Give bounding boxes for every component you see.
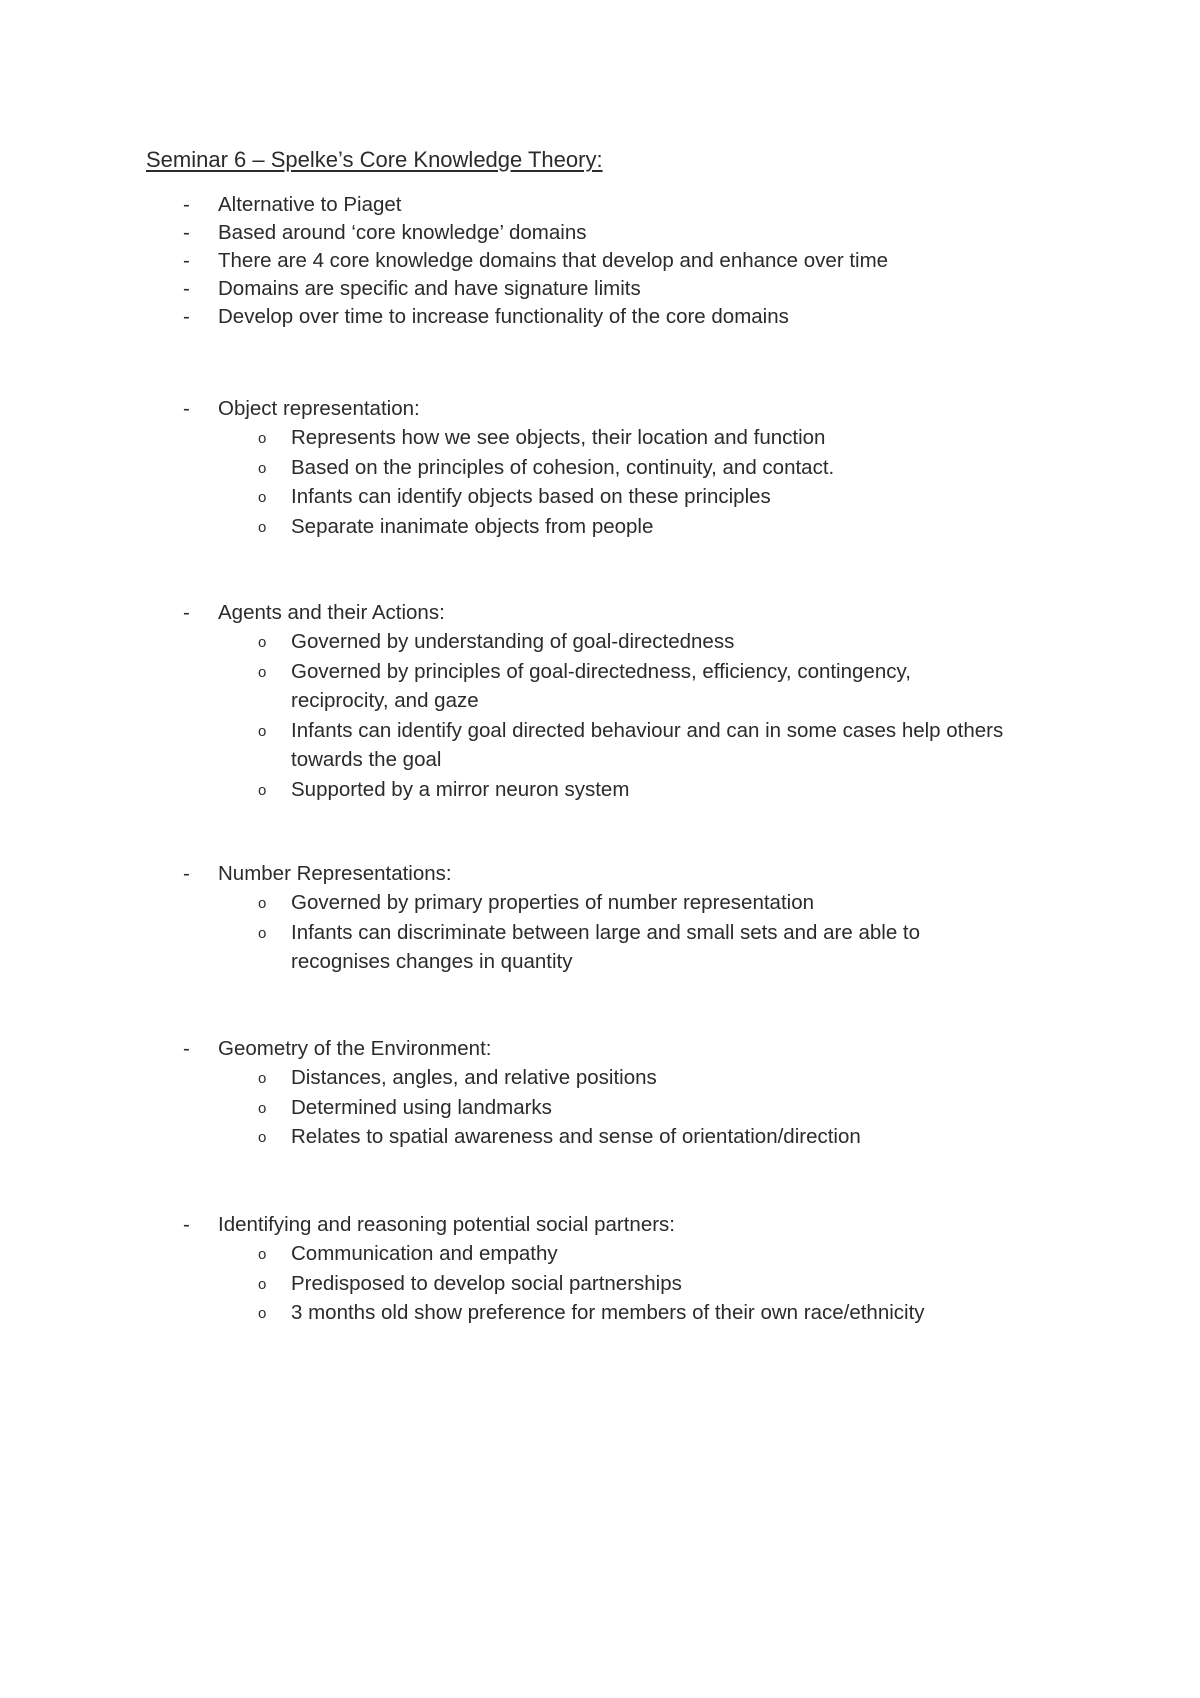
circle-bullet-icon: o xyxy=(258,459,267,477)
sub-list-item xyxy=(0,1122,1011,1152)
sub-list-item-text: Infants can identify objects based on these principles xyxy=(291,485,771,508)
sub-list xyxy=(0,627,1200,804)
dash-marker: - xyxy=(183,277,190,300)
dash-marker: - xyxy=(183,862,190,885)
sub-list-item-text: Infants can discriminate between large and small sets and are able to recognises changes in quantity xyxy=(291,920,921,973)
list-item-text: Alternative to Piaget xyxy=(218,193,402,216)
sub-list-item xyxy=(0,1298,1011,1328)
sub-list-item-text: Infants can identify goal directed behaviour and can in some cases help others towards the goal xyxy=(291,718,1004,771)
circle-bullet-icon: o xyxy=(258,1275,267,1293)
sub-list-item-text: Distances, angles, and relative positions xyxy=(291,1066,657,1089)
sub-list-item xyxy=(0,1063,1011,1093)
sub-list-item xyxy=(0,1093,1011,1123)
circle-bullet-icon: o xyxy=(258,1246,267,1263)
dash-marker: - xyxy=(183,221,190,244)
section-heading xyxy=(0,1035,1200,1063)
circle-bullet-icon: o xyxy=(258,781,267,799)
sub-list-item xyxy=(0,627,1011,657)
dash-marker: - xyxy=(183,601,190,624)
sub-list xyxy=(0,1063,1200,1152)
sub-list-item-text: 3 months old show preference for members of their own race/ethnicity xyxy=(291,1301,925,1324)
sub-list-item-text: Governed by understanding of goal-directedness xyxy=(291,630,735,653)
sub-list-item-text: Determined using landmarks xyxy=(291,1095,552,1119)
dash-marker: - xyxy=(183,193,190,216)
circle-bullet-icon: o xyxy=(258,1305,267,1322)
sub-list-item xyxy=(0,716,1011,775)
sub-list-item xyxy=(0,1239,1011,1269)
list-item-text: Based around ‘core knowledge’ domains xyxy=(218,221,587,244)
section-heading xyxy=(0,860,1200,888)
section-heading-text: Geometry of the Environment: xyxy=(218,1037,492,1060)
section-heading-text: Agents and their Actions: xyxy=(218,601,445,624)
section-heading-text: Object representation: xyxy=(218,397,420,420)
sub-list-item xyxy=(0,423,1011,453)
circle-bullet-icon: o xyxy=(258,924,267,942)
section-geometry-environment xyxy=(0,1035,1200,1152)
circle-bullet-icon: o xyxy=(258,489,267,506)
section-social-partners xyxy=(0,1211,1200,1328)
sub-list xyxy=(0,1239,1200,1328)
sub-list xyxy=(0,423,1200,541)
section-number-representations xyxy=(0,860,1200,977)
list-item xyxy=(0,191,1200,219)
sub-list-item xyxy=(0,1269,1011,1299)
list-item-text: There are 4 core knowledge domains that develop and enhance over time xyxy=(218,249,889,272)
dash-marker: - xyxy=(183,305,190,328)
section-heading-text: Number Representations: xyxy=(218,862,452,885)
list-item-text: Domains are specific and have signature limits xyxy=(218,277,641,300)
sub-list-item xyxy=(0,512,1011,542)
sub-list-item xyxy=(0,918,1011,977)
circle-bullet-icon: o xyxy=(258,1070,267,1087)
list-item xyxy=(0,247,1200,275)
sub-list-item-text: Represents how we see objects, their location and function xyxy=(291,426,826,449)
list-item xyxy=(0,275,1200,303)
section-heading-text: Identifying and reasoning potential social partners: xyxy=(218,1213,675,1236)
sub-list-item-text: Supported by a mirror neuron system xyxy=(291,777,630,801)
sub-list xyxy=(0,888,1200,977)
circle-bullet-icon: o xyxy=(258,1099,267,1117)
sub-list-item-text: Separate inanimate objects from people xyxy=(291,514,654,538)
sub-list-item-text: Relates to spatial awareness and sense of orientation/direction xyxy=(291,1125,861,1148)
section-heading xyxy=(0,599,1200,627)
page-title: Seminar 6 – Spelke’s Core Knowledge Theory: xyxy=(146,147,603,172)
circle-bullet-icon: o xyxy=(258,518,267,536)
dash-marker: - xyxy=(183,1037,190,1060)
sub-list-item-text: Governed by primary properties of number representation xyxy=(291,891,815,914)
sub-list-item xyxy=(0,888,1011,918)
circle-bullet-icon: o xyxy=(258,634,267,651)
circle-bullet-icon: o xyxy=(258,722,267,740)
dash-marker: - xyxy=(183,397,190,420)
sub-list-item xyxy=(0,482,1011,512)
list-item xyxy=(0,303,1200,331)
circle-bullet-icon: o xyxy=(258,895,267,912)
sub-list-item xyxy=(0,453,1011,483)
sub-list-item-text: Predisposed to develop social partnerships xyxy=(291,1271,682,1295)
sub-list-item-text: Based on the principles of cohesion, continuity, and contact. xyxy=(291,455,835,479)
sub-list-item xyxy=(0,775,1011,805)
intro-list xyxy=(0,191,1200,331)
list-item xyxy=(0,219,1200,247)
section-heading xyxy=(0,395,1200,423)
circle-bullet-icon: o xyxy=(258,663,267,681)
sub-list-item-text: Communication and empathy xyxy=(291,1242,558,1265)
section-object-representation xyxy=(0,395,1200,541)
sub-list-item xyxy=(0,657,1011,716)
dash-marker: - xyxy=(183,249,190,272)
circle-bullet-icon: o xyxy=(258,1129,267,1146)
list-item-text: Develop over time to increase functionality of the core domains xyxy=(218,305,789,328)
circle-bullet-icon: o xyxy=(258,430,267,447)
section-agents-actions xyxy=(0,599,1200,804)
sub-list-item-text: Governed by principles of goal-directedness, efficiency, contingency, reciprocity, and gaze xyxy=(291,659,911,712)
dash-marker: - xyxy=(183,1213,190,1236)
section-heading xyxy=(0,1211,1200,1239)
